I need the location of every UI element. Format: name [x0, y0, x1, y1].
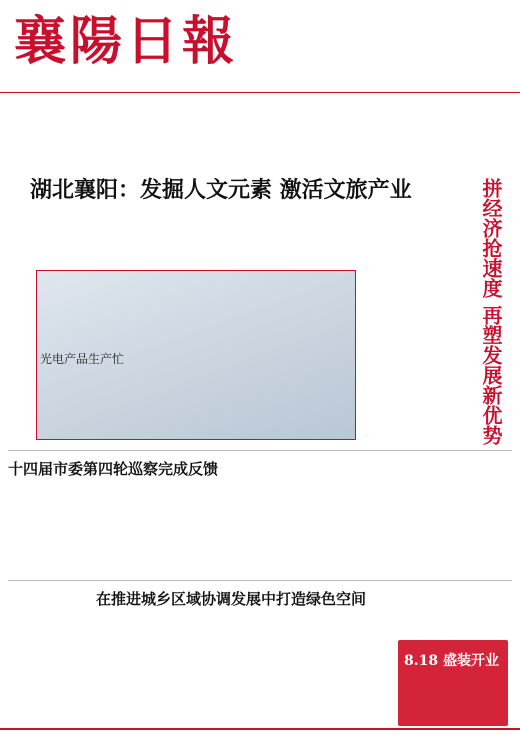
main-headline: 湖北襄阳：发掘人文元素 激活文旅产业	[30, 177, 412, 203]
footer-rule	[0, 728, 520, 730]
section-divider	[8, 450, 512, 451]
photo-caption: 光电产品生产忙	[40, 352, 125, 366]
side-headline: 十四届市委第四轮巡察完成反馈	[8, 460, 219, 478]
ad-title: 8.18 盛装开业	[404, 653, 499, 669]
bottom-headline: 在推进城乡区域协调发展中打造绿色空间	[96, 590, 367, 608]
vertical-headline: 拼经济抢速度 再塑发展新优势	[479, 178, 503, 445]
section-divider	[8, 580, 512, 581]
masthead-title: 襄陽日報	[14, 11, 239, 72]
masthead-rule	[0, 92, 520, 93]
